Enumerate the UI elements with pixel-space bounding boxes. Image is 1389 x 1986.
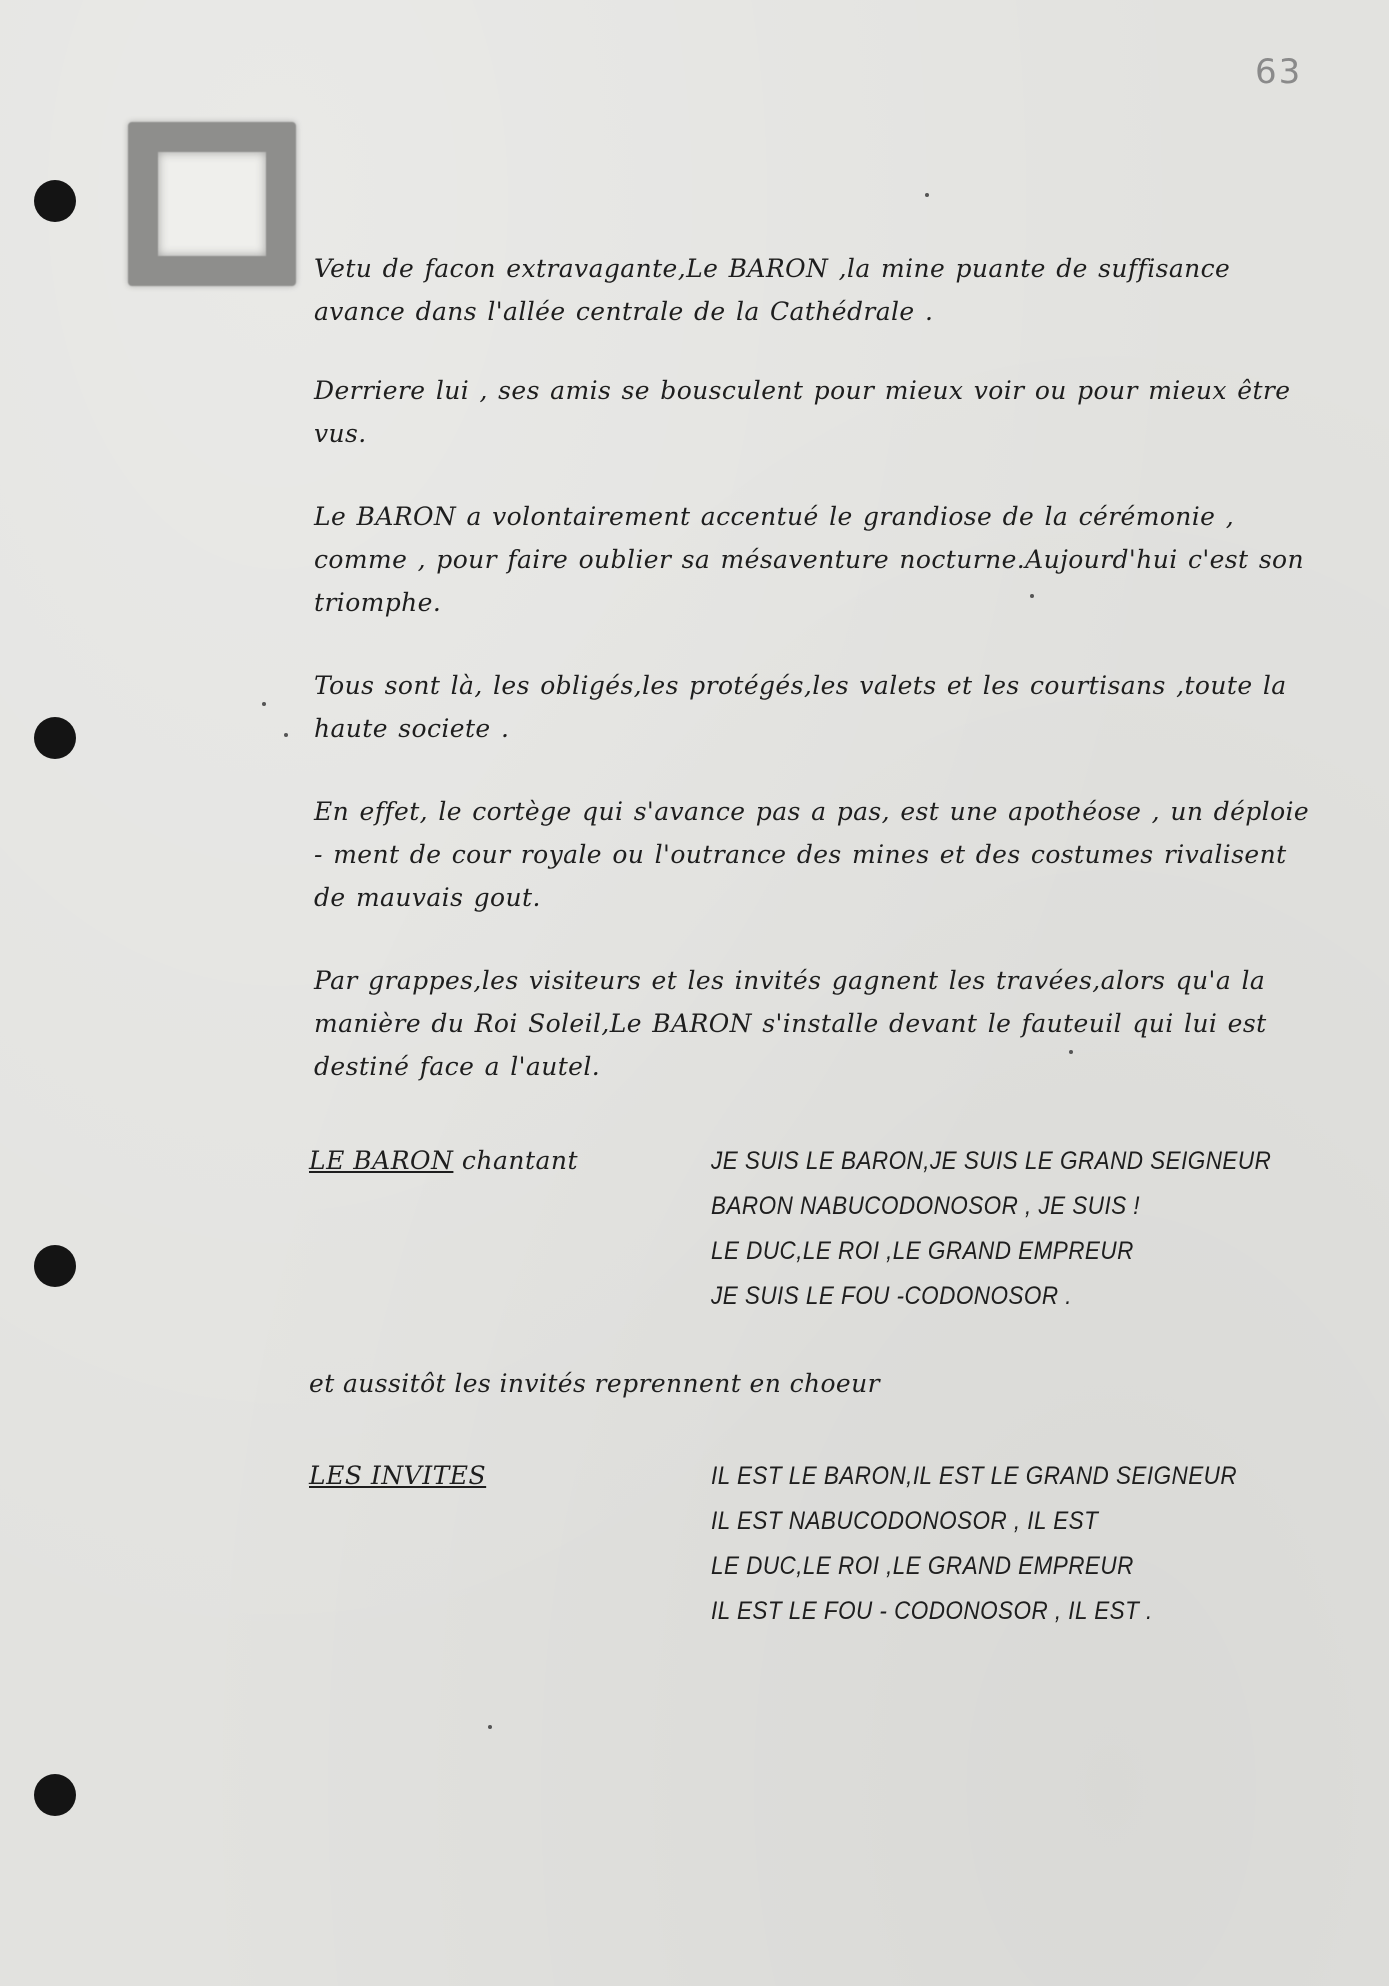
speaker-cue [309, 1139, 578, 1182]
lyric-line: LE DUC,LE ROI ,LE GRAND EMPREUR [711, 1237, 1134, 1265]
lyric-line: IL EST NABUCODONOSOR , IL EST [711, 1507, 1099, 1535]
square-stamp-mark [128, 122, 296, 286]
ink-speck [488, 1725, 492, 1729]
paragraph: Par grappes,les visiteurs et les invités gagnent les travées,alors qu'a la manière du Roi Soleil,Le BARON s'installe devant le fauteuil qui lui est destiné face a l'autel. [314, 966, 1267, 1081]
paragraph: Le BARON a volontairement accentué le grandiose de la cérémonie , comme , pour faire oublier sa mésaventure nocturne.Aujourd'hui c'est son triomphe. [314, 502, 1305, 617]
lyric-line: IL EST LE BARON,IL EST LE GRAND SEIGNEUR [711, 1462, 1238, 1490]
speaker-direction: chantant [461, 1146, 579, 1175]
lyric-line: JE SUIS LE FOU -CODONOSOR . [711, 1282, 1072, 1310]
binder-hole [34, 180, 76, 222]
ink-speck [262, 702, 266, 706]
lyric-line: IL EST LE FOU - CODONOSOR , IL EST . [711, 1597, 1153, 1625]
ink-speck [284, 733, 288, 737]
speaker-name: LES INVITES [309, 1461, 487, 1490]
page-number: 63 [1255, 52, 1303, 92]
stage-direction: et aussitôt les invités reprennent en choeur [309, 1369, 880, 1398]
ink-speck [925, 193, 929, 197]
lyrics [711, 1139, 1311, 1319]
lyric-line: LE DUC,LE ROI ,LE GRAND EMPREUR [711, 1552, 1134, 1580]
lyric-line: JE SUIS LE BARON,JE SUIS LE GRAND SEIGNEUR [711, 1147, 1272, 1175]
narrative-text [314, 247, 1324, 1128]
binder-hole [34, 1774, 76, 1816]
binder-hole [34, 717, 76, 759]
paragraph: Vetu de facon extravagante,Le BARON ,la mine puante de suffisance avance dans l'allée centrale de la Cathédrale . [314, 254, 1231, 326]
speaker-cue [309, 1454, 486, 1497]
speaker-name: LE BARON [309, 1146, 454, 1175]
binder-hole [34, 1245, 76, 1287]
lyrics [711, 1454, 1311, 1634]
paragraph: Derriere lui , ses amis se bousculent pour mieux voir ou pour mieux être vus. [314, 376, 1291, 448]
paragraph: En effet, le cortège qui s'avance pas a pas, est une apothéose , un déploie - ment de cour royale ou l'outrance des mines et des costumes rivalisent de mauvais gout. [314, 797, 1310, 912]
lyric-line: BARON NABUCODONOSOR , JE SUIS ! [711, 1192, 1141, 1220]
paragraph: Tous sont là, les obligés,les protégés,les valets et les courtisans ,toute la haute societe . [314, 671, 1287, 743]
